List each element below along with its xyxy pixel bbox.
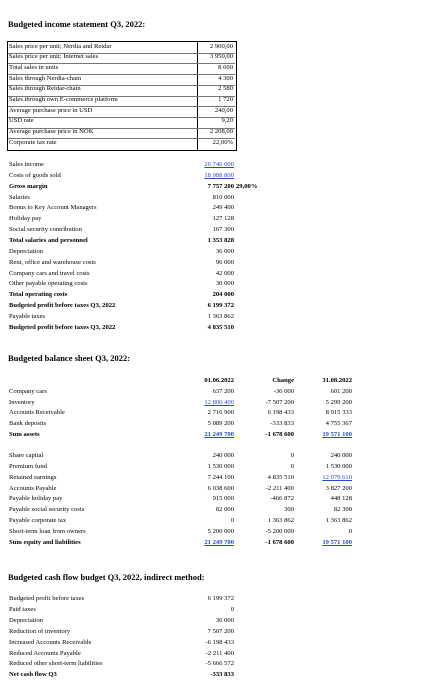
assumption-row-line [8,53,235,54]
assumption-value: 4 300 [218,74,233,82]
income-value: 4 835 510 [207,323,234,331]
assets-value: -333 833 [270,420,294,428]
assumption-value: 2 580 [218,85,233,93]
income-label: Sales income [9,161,44,168]
assumption-value: 240,00 [214,106,233,114]
liabilities-value: 0 [230,517,234,525]
liabilities-value: 1 530 000 [325,462,352,470]
assets-value: -1 678 600 [265,430,294,438]
assumption-row-line [8,138,235,139]
assets-value: 12 806 400 [204,398,234,406]
assumption-value: 2 208,00 [209,128,233,136]
liabilities-value: 448 128 [330,495,352,503]
assumption-label: Sales through own E-commerce platform [9,96,118,103]
income-value: 30 000 [215,280,234,288]
cashflow-value: 0 [230,605,234,613]
liabilities-value: -5 200 000 [265,527,294,535]
assets-value: 5 299 200 [325,398,352,406]
income-label: Costs of goods sold [9,171,61,179]
cashflow-label: Reduction of inventory [9,627,71,635]
liabilities-value: 21 249 700 [204,538,234,546]
liabilities-value: 1 530 000 [207,462,234,470]
income-label: Other payable operating costs [9,280,88,288]
liabilities-value: 12 079 610 [322,473,352,481]
assumption-label: Average purchase price in NOK [9,128,94,136]
assumption-value: 8 600 [218,63,233,71]
cashflow-value: 36 000 [215,616,234,624]
assumption-row-line [8,96,235,97]
cashflow-label: Budgeted profit before taxes [9,595,85,602]
liabilities-label: Payable holiday pay [9,495,63,503]
assets-value: 8 915 333 [325,409,352,417]
assets-value: -36 000 [273,388,294,395]
assumption-row-line [8,63,235,64]
assets-value: 2 716 900 [207,409,234,417]
assets-label: Bank deposits [9,420,47,428]
liabilities-label: Payable corporate tax [9,517,67,525]
income-value: 36 000 [215,247,234,255]
assumption-row-line [8,117,235,118]
cashflow-label: Paid taxes [9,605,36,613]
liabilities-label: Payable social security costs [9,506,85,514]
income-value: 127 128 [212,215,234,223]
income-label: Total salaries and personnel [9,236,88,244]
liabilities-value: 19 571 100 [322,538,352,546]
assets-value: 6 198 433 [267,409,294,417]
income-value: 26 746 000 [204,161,234,168]
income-label: Salaries [9,193,30,201]
liabilities-value: 1 363 862 [325,517,352,525]
assets-label: Sum assets [9,430,40,438]
liabilities-label: Short-term loan from owners [9,527,86,535]
assets-label: Company cars [9,388,47,395]
assets-value: 5 089 200 [207,420,234,428]
liabilities-value: 0 [290,452,294,459]
income-value: 96 000 [215,258,234,266]
liabilities-value: 4 835 510 [267,473,294,481]
assets-value: 601 200 [330,388,352,395]
income-value: 810 000 [212,193,234,201]
assumption-row-line [8,74,235,75]
liabilities-value: 6 038 600 [207,484,234,492]
balance-title: Budgeted balance sheet Q3, 2022: [8,353,131,363]
cashflow-label: Depreciation [9,616,44,624]
income-label: Depreciation [9,247,44,255]
cashflow-value: -2 211 400 [205,649,234,657]
liabilities-value: 300 [284,506,294,514]
assumption-label: Total sales in units [9,63,59,71]
liabilities-label: Premium fund [9,462,47,470]
assumption-label: USD rate [9,117,34,125]
income-label: Bonus to Key Account Managers [9,204,97,212]
income-value: 249 400 [212,204,234,212]
cashflow-label: Reduced other short-term liabilities [9,660,103,668]
assumption-value: 22,00% [212,138,233,146]
income-value: 7 757 200 [207,182,234,190]
income-title: Budgeted income statement Q3, 2022: [8,19,146,29]
liabilities-label: Retained earnings [9,473,57,481]
cashflow-title: Budgeted cash flow budget Q3, 2022, indirect method: [8,572,205,582]
income-label: Payable taxes [9,312,46,320]
income-value: 6 199 372 [207,302,234,310]
cashflow-label: Net cash flow Q3 [9,671,57,679]
assumption-label: Corporate tax rate [9,138,57,146]
assumption-label: Sales through Nerdia-chain [9,74,82,82]
income-label: Holiday pay [9,215,42,223]
income-label: Company cars and travel costs [9,269,90,277]
assumption-value: 1 720 [218,96,233,103]
liabilities-value: 82 000 [215,506,234,514]
cashflow-value: -5 666 572 [205,660,234,668]
assumption-value: 2 900,00 [209,42,233,50]
assets-value: -7 507 200 [265,398,294,406]
liabilities-value: 915 000 [212,495,234,503]
assets-value: 21 249 700 [204,430,234,438]
assumption-row-line [8,85,235,86]
income-label: Rent, office and warehouse costs [9,258,96,266]
assets-value: 19 571 100 [322,430,352,438]
liabilities-value: 82 300 [333,506,352,514]
balance-column-header: Change [272,377,294,384]
cashflow-value: -6 198 433 [205,638,234,646]
income-label: Social security contribution [9,226,82,234]
income-value: 204 000 [212,291,234,299]
assumption-label: Sales through Reidar-chain [9,85,81,93]
cashflow-value: 7 507 200 [207,627,234,635]
liabilities-label: Sum equity and liabilities [9,538,81,546]
liabilities-value: 5 200 000 [207,527,234,535]
liabilities-value: 0 [348,527,352,535]
cashflow-value: -333 833 [210,671,234,679]
assumption-label: Sales price per unit; Internet sales [9,53,99,61]
assumption-value: 3 950,00 [209,53,233,61]
liabilities-label: Share capital [9,452,44,459]
liabilities-value: -466 872 [270,495,294,503]
income-label: Budgeted profit before taxes Q3, 2022 [9,302,116,310]
income-label: Budgeted profit before taxes Q3, 2022 [9,323,116,331]
liabilities-value: 1 363 862 [267,517,294,525]
balance-column-header: 31.08.2022 [322,377,352,384]
assets-value: 637 200 [212,388,234,395]
liabilities-value: 0 [290,462,294,470]
liabilities-value: -2 211 400 [265,484,294,492]
liabilities-value: -1 678 600 [265,538,294,546]
income-margin-pct: 29,00% [236,182,258,190]
income-value: 42 000 [215,269,234,277]
income-label: Total operating costs [9,291,68,299]
liabilities-value: 7 244 100 [207,473,234,481]
cashflow-value: 6 199 372 [207,595,234,602]
assets-label: Accounts Receivable [9,409,65,417]
cashflow-label: Increased Accounts Receivable [9,638,92,646]
assumption-label: Sales price per unit; Nerdia and Reidar [9,42,112,50]
liabilities-label: Accounts Payable [9,484,57,492]
liabilities-value: 240 000 [212,452,234,459]
balance-column-header: 01.06.2022 [204,377,234,384]
assumption-row-line [8,128,235,129]
income-value: 18 988 800 [204,171,234,179]
assets-value: 4 755 367 [325,420,352,428]
income-label: Gross margin [9,182,48,190]
assumption-row-line [8,106,235,107]
assumption-label: Average purchase price in USD [9,106,93,114]
liabilities-value: 3 827 200 [325,484,352,492]
income-value: 167 300 [212,226,234,234]
assets-label: Inventory [9,398,35,406]
cashflow-label: Reduced Accounts Payable [9,649,81,657]
liabilities-value: 240 000 [330,452,352,459]
income-value: 1 363 862 [207,312,234,320]
income-value: 1 353 828 [207,236,234,244]
assumption-value: 9,20 [221,117,233,125]
